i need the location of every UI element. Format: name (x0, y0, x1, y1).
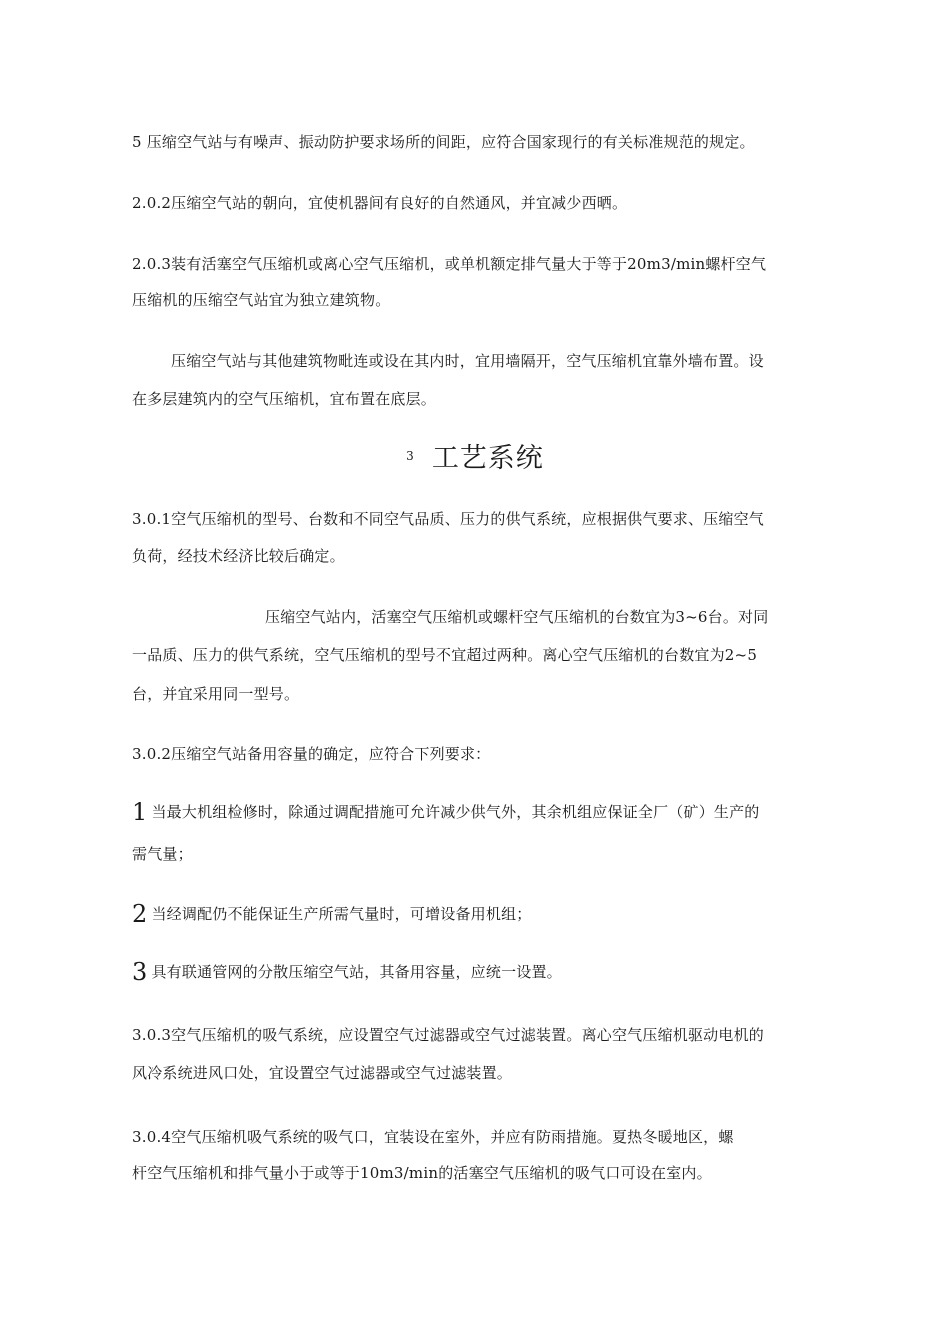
paragraph-line: 3.0.4空气压缩机吸气系统的吸气口，宜装设在室外，并应有防雨措施。夏热冬暖地区，螺 (132, 1128, 734, 1146)
paragraph-line: 2.0.2压缩空气站的朝向，宜使机器间有良好的自然通风，并宜减少西晒。 (132, 194, 628, 212)
list-item (132, 900, 532, 928)
paragraph-line: 风冷系统进风口处，宜设置空气过滤器或空气过滤装置。 (132, 1064, 513, 1082)
section-number: 3 (406, 448, 414, 463)
section-heading (0, 436, 950, 475)
paragraph-line: 压缩空气站与其他建筑物毗连或设在其内时，宜用墙隔开，空气压缩机宜靠外墙布置。设 (171, 352, 764, 370)
list-item-number: 3 (132, 958, 148, 986)
list-item (132, 798, 760, 826)
paragraph-line: 在多层建筑内的空气压缩机，宜布置在底层。 (132, 390, 437, 408)
paragraph-line: 3.0.1空气压缩机的型号、台数和不同空气品质、压力的供气系统，应根据供气要求、压缩空气 (132, 510, 764, 528)
list-item-text: 当经调配仍不能保证生产所需气量时，可增设备用机组； (151, 905, 532, 923)
paragraph-line: 一品质、压力的供气系统，空气压缩机的型号不宜超过两种。离心空气压缩机的台数宜为2~5 (132, 646, 758, 664)
paragraph-line: 杆空气压缩机和排气量小于或等于10m3/min的活塞空气压缩机的吸气口可设在室内。 (132, 1164, 712, 1182)
list-item-text: 具有联通管网的分散压缩空气站，其备用容量，应统一设置。 (151, 963, 562, 981)
paragraph-line: 2.0.3装有活塞空气压缩机或离心空气压缩机，或单机额定排气量大于等于20m3/min螺杆空气 (132, 255, 767, 273)
list-item (132, 958, 562, 986)
section-title: 工艺系统 (431, 443, 544, 474)
paragraph-line: 压缩空气站内，活塞空气压缩机或螺杆空气压缩机的台数宜为3~6台。对同 (265, 608, 769, 626)
paragraph-line: 压缩机的压缩空气站宜为独立建筑物。 (132, 291, 391, 309)
paragraph-line: 3.0.2压缩空气站备用容量的确定，应符合下列要求： (132, 745, 491, 763)
paragraph-line: 负荷，经技术经济比较后确定。 (132, 547, 345, 565)
paragraph-line: 台，并宜采用同一型号。 (132, 685, 300, 703)
paragraph-line: 5 压缩空气站与有噪声、振动防护要求场所的间距，应符合国家现行的有关标准规范的规定。 (132, 133, 755, 151)
list-item-number: 1 (132, 798, 148, 826)
list-item-number: 2 (132, 900, 148, 928)
list-item-text: 当最大机组检修时，除通过调配措施可允许减少供气外，其余机组应保证全厂（矿）生产的 (151, 803, 760, 821)
paragraph-line: 3.0.3空气压缩机的吸气系统，应设置空气过滤器或空气过滤装置。离心空气压缩机驱动电机的 (132, 1026, 764, 1044)
paragraph-line: 需气量； (132, 845, 193, 863)
